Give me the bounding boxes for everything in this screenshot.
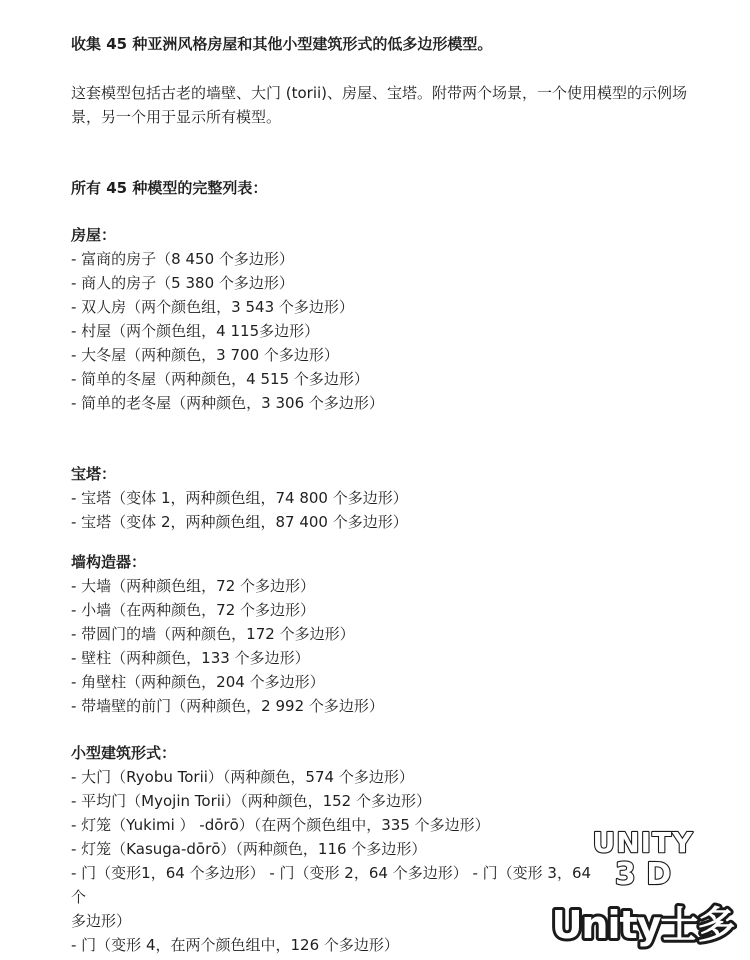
unity-store-watermark bbox=[548, 822, 738, 952]
list-item: - 双人房（两个颜色组，3 543 个多边形） bbox=[71, 298, 354, 316]
list-title: 所有 45 种模型的完整列表： bbox=[71, 179, 268, 197]
list-item: - 村屋（两个颜色组，4 115多边形） bbox=[71, 322, 320, 340]
intro-paragraph: 这套模型包括古老的墙壁、大门 (torii)、房屋、宝塔。附带两个场景，一个使用模型的示例场景，另一个用于显示所有模型。 bbox=[71, 84, 688, 126]
section-pagodas bbox=[71, 462, 711, 534]
section-heading: 墙构造器： bbox=[71, 553, 147, 571]
list-item: - 大门（Ryobu Torii）（两种颜色，574 个多边形） bbox=[71, 768, 414, 786]
list-item: - 壁柱（两种颜色，133 个多边形） bbox=[71, 649, 310, 667]
watermark-line-store: Unity士多 bbox=[551, 903, 735, 947]
list-item-gates-line1: - 门（变形1，64 个多边形） - 门（变形 2，64 个多边形） - 门（变形 3，64 bbox=[71, 864, 592, 882]
list-item: - 小墙（在两种颜色，72 个多边形） bbox=[71, 601, 316, 619]
list-item: - 平均门（Myojin Torii）（两种颜色，152 个多边形） bbox=[71, 792, 431, 810]
watermark-line-unity: UNITY bbox=[592, 826, 694, 859]
list-item: - 灯笼（Kasuga-dōrō）（两种颜色，116 个多边形） bbox=[71, 840, 427, 858]
list-item: - 灯笼（Yukimi ） -dōrō）（在两个颜色组中，335 个多边形） bbox=[71, 816, 490, 834]
list-item: - 简单的冬屋（两种颜色，4 515 个多边形） bbox=[71, 370, 369, 388]
list-item: - 带圆门的墙（两种颜色，172 个多边形） bbox=[71, 625, 355, 643]
section-houses bbox=[71, 223, 711, 415]
section-heading: 宝塔： bbox=[71, 465, 117, 483]
intro-title: 收集 45 种亚洲风格房屋和其他小型建筑形式的低多边形模型。 bbox=[71, 35, 493, 53]
list-item: - 角壁柱（两种颜色，204 个多边形） bbox=[71, 673, 325, 691]
list-item-gates-line3: 多边形） bbox=[71, 912, 132, 930]
section-heading: 小型建筑形式： bbox=[71, 744, 177, 762]
list-item: - 宝塔（变体 2，两种颜色组，87 400 个多边形） bbox=[71, 513, 408, 531]
section-wall-builder bbox=[71, 550, 711, 718]
list-item: - 简单的老冬屋（两种颜色，3 306 个多边形） bbox=[71, 394, 384, 412]
watermark-line-3d: 3 D bbox=[614, 857, 672, 892]
list-item: - 带墙壁的前门（两种颜色，2 992 个多边形） bbox=[71, 697, 384, 715]
section-heading: 房屋： bbox=[71, 226, 117, 244]
list-item: - 大冬屋（两种颜色，3 700 个多边形） bbox=[71, 346, 339, 364]
list-item-gates-line2: 个 bbox=[71, 888, 87, 906]
list-item: - 大墙（两种颜色组，72 个多边形） bbox=[71, 577, 316, 595]
list-item: - 宝塔（变体 1，两种颜色组，74 800 个多边形） bbox=[71, 489, 408, 507]
list-item: - 门（变形 4，在两个颜色组中，126 个多边形） bbox=[71, 936, 399, 954]
list-item: - 富商的房子（8 450 个多边形） bbox=[71, 250, 294, 268]
list-item: - 商人的房子（5 380 个多边形） bbox=[71, 274, 294, 292]
